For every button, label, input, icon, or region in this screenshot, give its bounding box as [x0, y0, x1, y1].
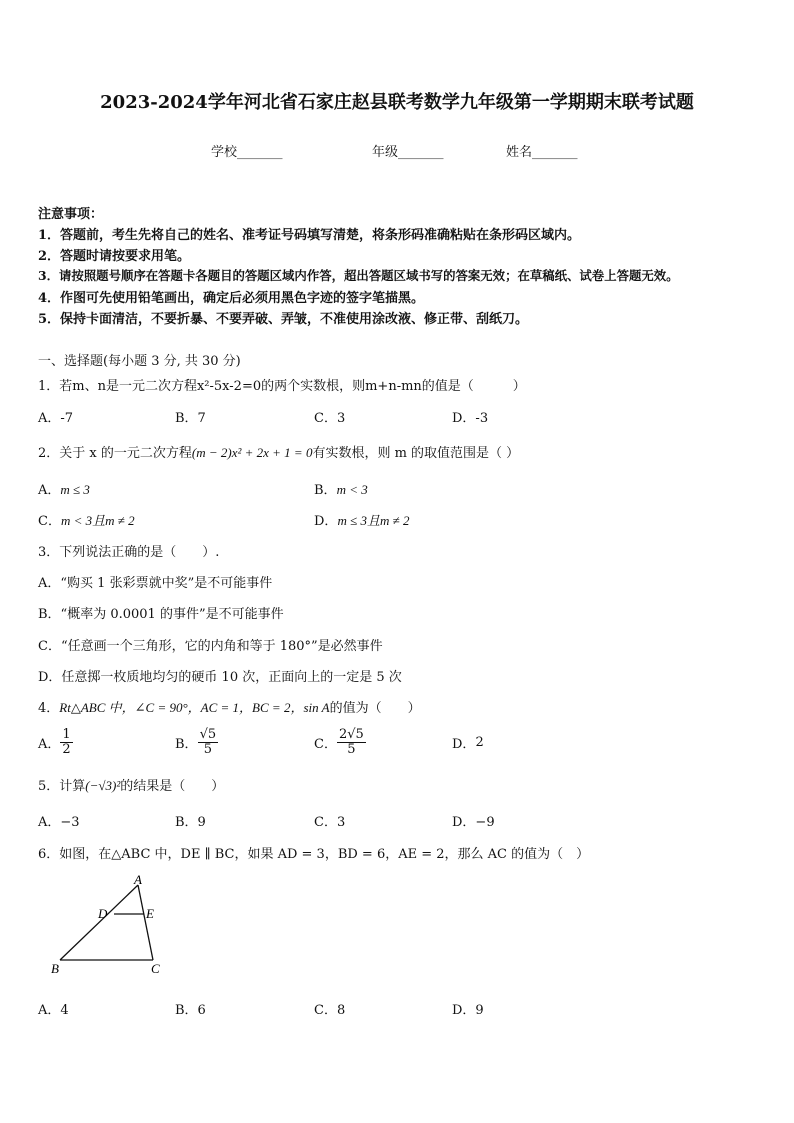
note-item-4: 4．作图可先使用铅笔画出，确定后必须用黑色字迹的签字笔描黑。: [38, 291, 425, 306]
side-ac: [138, 885, 153, 960]
label-c: C: [151, 961, 160, 976]
q4-fraction-a: [60, 728, 72, 756]
question-5-stem: [38, 775, 224, 794]
q1-option-a: A．-7: [38, 411, 74, 426]
label-a: A: [134, 872, 142, 887]
q4-condition: Rt△ABC 中，∠C = 90°，AC = 1，BC = 2，sin A: [59, 700, 330, 715]
q5-expression: (−√3)²: [85, 778, 121, 793]
q4-suffix: 的值为（ ）: [329, 701, 421, 716]
q2-option-d: [314, 510, 409, 529]
q2-label-a: A．: [38, 483, 61, 498]
q2-value-b: m < 3: [336, 482, 368, 497]
question-6-stem: 6．如图，在△ABC 中，DE ∥ BC，如果 AD = 3，BD = 6，AE = 2，那么 AC 的值为（ ）: [38, 847, 590, 862]
label-e: E: [146, 906, 154, 921]
q2-suffix: 有实数根，则 m 的取值范围是（ ）: [312, 446, 520, 461]
q4-option-d: [452, 722, 484, 762]
q2-value-c: m < 3且m ≠ 2: [60, 513, 135, 528]
q3-option-c: C．“任意画一个三角形，它的内角和等于 180°”是必然事件: [38, 639, 383, 654]
q1-option-b: B．7: [175, 411, 206, 426]
q5-option-a: A．−3: [38, 815, 80, 830]
q2-option-b: [314, 479, 368, 498]
q4-number: 4．: [38, 701, 60, 716]
q2-label-b: B．: [314, 483, 337, 498]
q5-option-b: B．9: [175, 815, 206, 830]
q6-option-c: C．8: [314, 1003, 346, 1018]
note-item-3: 3．请按照题号顺序在答题卡各题目的答题区域内作答，超出答题区域书写的答案无效；在草稿纸、试卷上答题无效。: [38, 268, 679, 283]
q4-fraction-b: [198, 728, 219, 756]
school-field: 学校_______: [211, 145, 283, 160]
q6-option-d: D．9: [452, 1003, 484, 1018]
q6-option-b: B．6: [175, 1003, 206, 1018]
q2-option-a: [38, 479, 90, 498]
q5-option-c: C．3: [314, 815, 346, 830]
q4-b-denominator: 5: [203, 741, 212, 757]
q5-prefix: 5．计算: [38, 779, 86, 794]
grade-field: 年级_______: [372, 145, 444, 160]
q3-option-b: B．“概率为 0.0001 的事件”是不可能事件: [38, 607, 284, 622]
question-4-stem: [38, 697, 421, 716]
q4-a-denominator: 2: [62, 741, 71, 757]
triangle-figure: [40, 872, 180, 982]
question-2-stem: [38, 442, 519, 461]
q4-label-b: B．: [175, 736, 198, 752]
question-3-stem: 3．下列说法正确的是（ ）.: [38, 545, 220, 560]
q4-b-numerator: √5: [199, 726, 217, 742]
q1-option-d: D．-3: [452, 411, 489, 426]
q2-equation: (m − 2)x² + 2x + 1 = 0: [191, 445, 313, 460]
q4-label-c: C．: [314, 736, 337, 752]
q2-value-d: m ≤ 3且m ≠ 2: [337, 513, 410, 528]
label-d: D: [98, 906, 108, 921]
q5-suffix: 的结果是（ ）: [120, 779, 225, 794]
note-item-5: 5．保持卡面清洁，不要折暴、不要弄破、弄皱，不准使用涂改液、修正带、刮纸刀。: [38, 312, 529, 327]
side-ab: [60, 885, 138, 960]
q4-c-denominator: 5: [347, 741, 356, 757]
q4-option-a: [38, 722, 73, 762]
q4-a-numerator: 1: [62, 726, 71, 742]
q4-fraction-c: [337, 728, 366, 756]
page-title: 2023-2024学年河北省石家庄赵县联考数学九年级第一学期期末联考试题: [100, 92, 694, 113]
q6-option-a: A．4: [38, 1003, 69, 1018]
note-item-1: 1．答题前，考生先将自己的姓名、准考证号码填写清楚，将条形码准确粘贴在条形码区域内。: [38, 228, 581, 243]
q2-prefix: 2．关于 x 的一元二次方程: [38, 446, 192, 461]
q2-label-c: C．: [38, 514, 61, 529]
section-heading: 一、选择题(每小题 3 分, 共 30 分): [38, 354, 241, 369]
q4-label-d: D．: [452, 736, 476, 752]
q2-value-a: m ≤ 3: [60, 482, 90, 497]
q1-option-c: C．3: [314, 411, 346, 426]
q5-option-d: D．−9: [452, 815, 495, 830]
q2-label-d: D．: [314, 514, 338, 529]
q2-option-c: [38, 510, 135, 529]
note-item-2: 2．答题时请按要求用笔。: [38, 249, 191, 264]
q4-option-c: [314, 722, 366, 762]
q4-option-b: [175, 722, 218, 762]
q3-option-a: A．“购买 1 张彩票就中奖”是不可能事件: [38, 576, 273, 591]
notes-heading: 注意事项：: [38, 207, 104, 222]
name-field: 姓名_______: [506, 145, 578, 160]
q4-value-d: 2: [475, 734, 484, 750]
question-1-stem: 1．若m、n是一元二次方程x²-5x-2=0的两个实数根，则m+n-mn的值是（ ）: [38, 379, 526, 394]
q4-label-a: A．: [38, 736, 61, 752]
q4-c-numerator: 2√5: [338, 726, 364, 742]
label-b: B: [51, 961, 59, 976]
q3-option-d: D．任意掷一枚质地均匀的硬币 10 次，正面向上的一定是 5 次: [38, 670, 402, 685]
